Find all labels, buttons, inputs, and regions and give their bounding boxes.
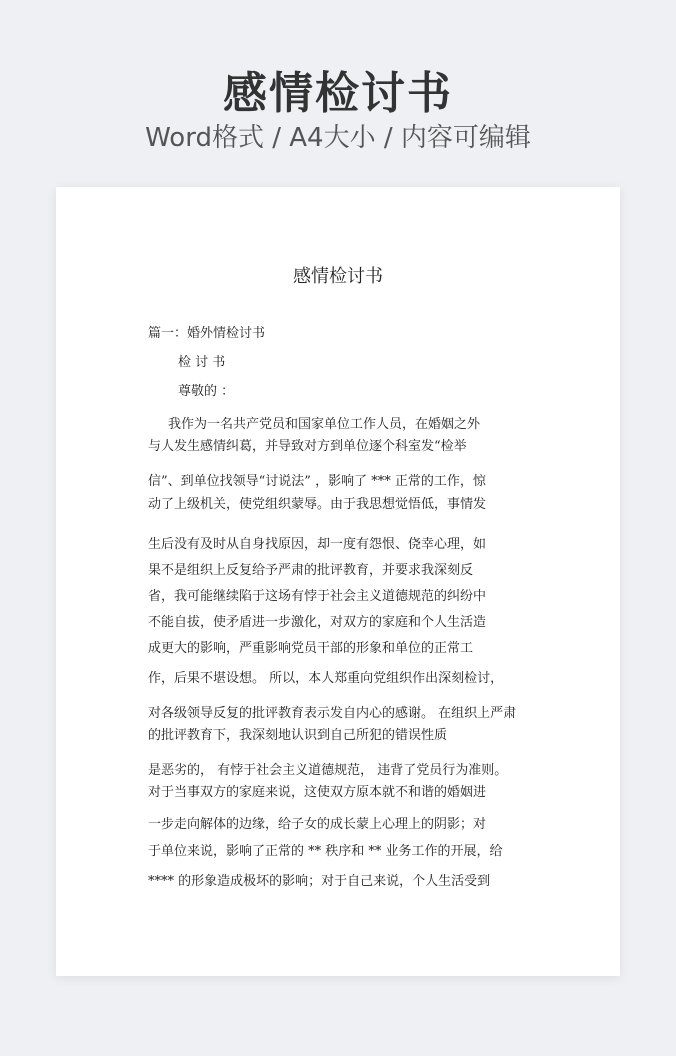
doc-line-10: 省，我可能继续陷于这场有悖于社会主义道德规范的纠纷中 [148, 589, 487, 604]
banner-title: 感情检讨书 [223, 68, 453, 119]
doc-line-5: 与人发生感情纠葛，并导致对方到单位逐个科室发“检举 [148, 439, 467, 454]
doc-line-16: 是恶劣的， 有悖于社会主义道德规范， 违背了党员行为准则。 [148, 763, 508, 778]
doc-line-9: 果不是组织上反复给予严肃的批评教育，并要求我深刻反 [148, 563, 474, 578]
document-page [56, 187, 620, 976]
doc-line-11: 不能自拔，使矛盾进一步激化，对双方的家庭和个人生活造 [148, 615, 487, 630]
doc-line-7: 动了上级机关，使党组织蒙辱。由于我思想觉悟低，事情发 [148, 497, 487, 512]
doc-line-14: 对各级领导反复的批评教育表示发自内心的感谢。 在组织上严肃 [148, 706, 517, 721]
doc-line-18: 一步走向解体的边缘，给子女的成长蒙上心理上的阴影；对 [148, 817, 487, 832]
doc-line-15: 的批评教育下，我深刻地认识到自己所犯的错误性质 [148, 728, 448, 743]
doc-line-6: 信”、到单位找领导“讨说法” ，影响了 *** 正常的工作，惊 [148, 474, 486, 489]
doc-line-20: **** 的形象造成极坏的影响；对于自己来说，个人生活受到 [148, 874, 491, 889]
document-title: 感情检讨书 [293, 266, 383, 287]
doc-line-4: 我作为一名共产党员和国家单位工作人员，在婚姻之外 [168, 417, 481, 432]
doc-line-3: 尊敬的 ： [178, 384, 235, 399]
doc-line-13: 作，后果不堪设想。 所以，本人郑重向党组织作出深刻检讨， [148, 671, 504, 686]
doc-line-1: 篇一：婚外情检讨书 [148, 326, 266, 341]
doc-line-19: 于单位来说，影响了正常的 ** 秩序和 ** 业务工作的开展，给 [148, 844, 503, 859]
doc-line-12: 成更大的影响，严重影响党员干部的形象和单位的正常工 [148, 641, 474, 656]
banner-subtitle: Word格式 / A4大小 / 内容可编辑 [145, 123, 531, 153]
doc-line-17: 对于当事双方的家庭来说，这使双方原本就不和谐的婚姻进 [148, 785, 487, 800]
doc-line-8: 生后没有及时从自身找原因，却一度有怨恨、侥幸心理，如 [148, 537, 487, 552]
doc-line-2: 检 讨 书 [178, 355, 226, 370]
